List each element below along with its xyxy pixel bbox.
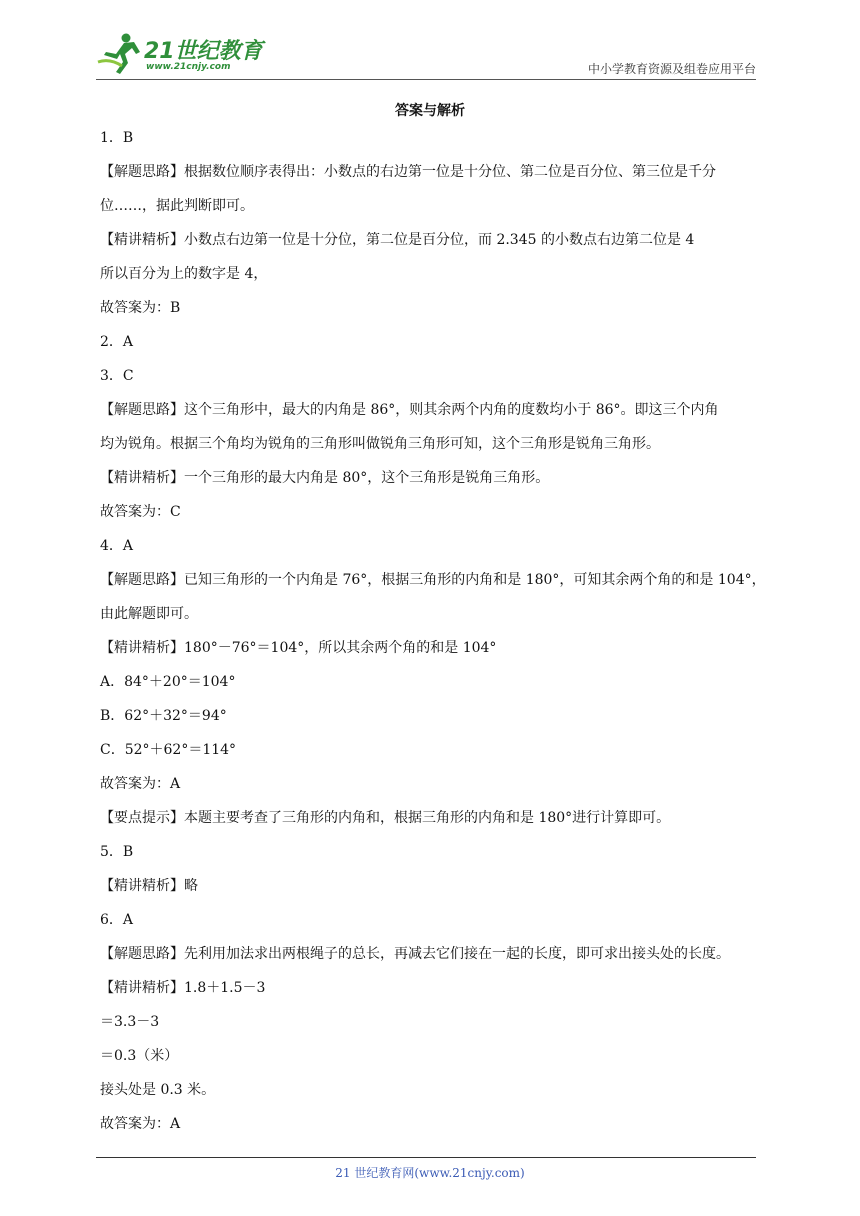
text-line: 1．B — [100, 130, 134, 146]
text-line: 【解题思路】根据数位顺序表得出：小数点的右边第一位是十分位、第二位是百分位、第三位是千分 — [100, 164, 716, 180]
text-line: 4．A — [100, 538, 134, 554]
text-line: 【精讲精析】一个三角形的最大内角是 80°，这个三角形是锐角三角形。 — [100, 470, 550, 486]
text-line: ＝0.3（米） — [100, 1048, 179, 1064]
footer-link[interactable]: 21 世纪教育网(www.21cnjy.com) — [335, 1166, 525, 1180]
logo-url: www.21cnjy.com — [146, 62, 231, 72]
text-line: 【解题思路】已知三角形的一个内角是 76°，根据三角形的内角和是 180°，可知其余两个角的和是 104°， — [100, 572, 766, 588]
text-line: ＝3.3－3 — [100, 1014, 160, 1030]
text-line: 均为锐角。根据三个角均为锐角的三角形叫做锐角三角形可知，这个三角形是锐角三角形。 — [100, 436, 660, 452]
platform-name: 中小学教育资源及组卷应用平台 — [587, 62, 756, 76]
text-line: 由此解题即可。 — [100, 606, 198, 622]
page-title: 答案与解析 — [395, 103, 465, 119]
text-line: 5．B — [100, 844, 134, 860]
text-line: 【精讲精析】180°－76°＝104°，所以其余两个角的和是 104° — [100, 640, 497, 656]
text-line: 【解题思路】先利用加法求出两根绳子的总长，再减去它们接在一起的长度，即可求出接头处的长度。 — [100, 946, 730, 962]
text-line: 【解题思路】这个三角形中，最大的内角是 86°，则其余两个内角的度数均小于 86°。即这三个内角 — [100, 402, 719, 418]
answer-content — [100, 128, 764, 1148]
text-line: 位……，据此判断即可。 — [100, 198, 254, 214]
text-line: 故答案为：B — [100, 300, 181, 316]
text-line: 6．A — [100, 912, 134, 928]
logo — [96, 32, 266, 76]
text-line: B．62°＋32°＝94° — [100, 708, 227, 724]
text-line: A．84°＋20°＝104° — [100, 674, 236, 690]
header-divider — [96, 79, 756, 80]
text-line: 故答案为：A — [100, 1116, 181, 1132]
logo-text: 21世纪教育 — [144, 39, 263, 64]
runner-logo-icon — [96, 32, 142, 76]
text-line: 3．C — [100, 368, 134, 384]
text-line: 【要点提示】本题主要考查了三角形的内角和，根据三角形的内角和是 180°进行计算即可。 — [100, 810, 671, 826]
text-line: 【精讲精析】略 — [100, 878, 198, 894]
text-line: 故答案为：A — [100, 776, 181, 792]
text-line: 故答案为：C — [100, 504, 181, 520]
text-line: 所以百分为上的数字是 4， — [100, 266, 268, 282]
text-line: C．52°＋62°＝114° — [100, 742, 237, 758]
text-line: 【精讲精析】1.8＋1.5－3 — [100, 980, 266, 996]
page-header — [96, 30, 756, 80]
text-line: 【精讲精析】小数点右边第一位是十分位，第二位是百分位，而 2.345 的小数点右边第二位是 4 — [100, 232, 695, 248]
text-line: 接头处是 0.3 米。 — [100, 1082, 216, 1098]
footer-divider — [96, 1157, 756, 1158]
text-line: 2．A — [100, 334, 134, 350]
